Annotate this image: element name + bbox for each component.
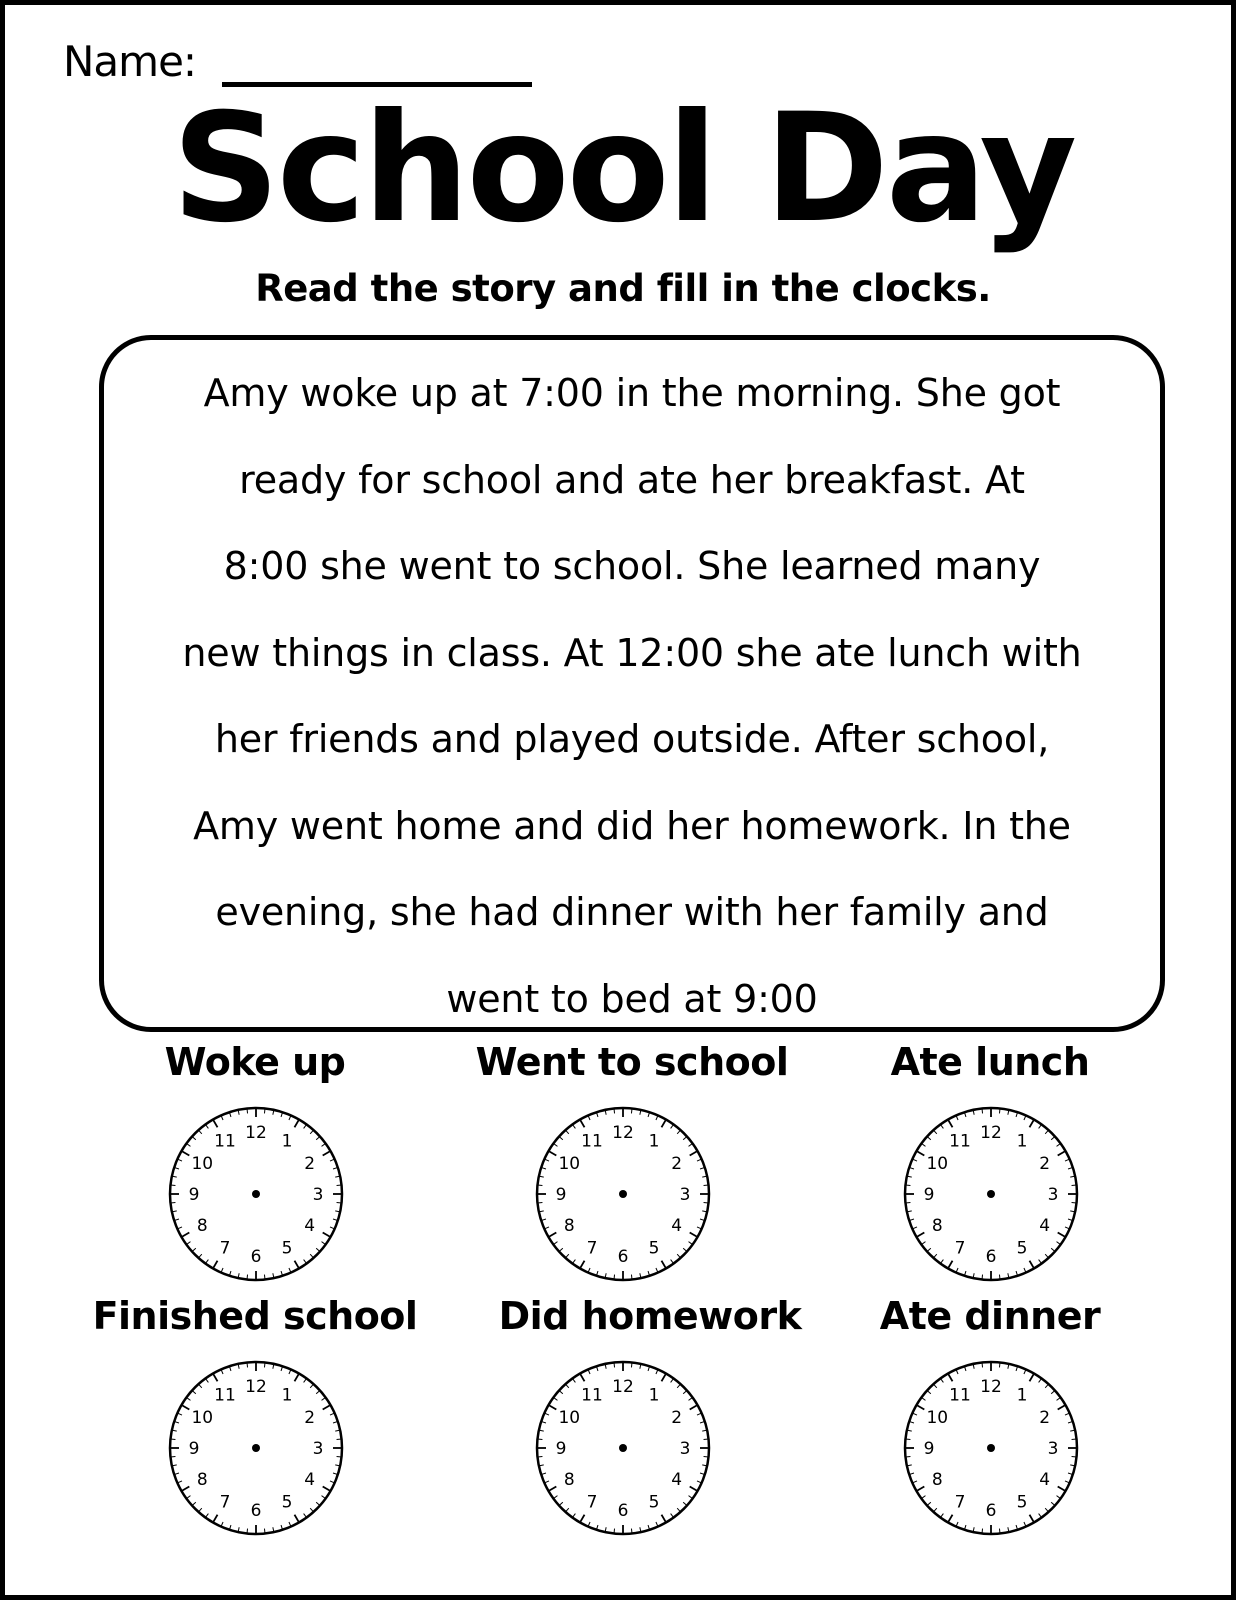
clock-number: 6: [617, 1501, 629, 1521]
clock-face-svg: [900, 1357, 1082, 1539]
clock-number: 4: [671, 1216, 683, 1236]
clock-number: 7: [954, 1492, 966, 1513]
clock-number: 5: [1016, 1238, 1028, 1259]
clock-number: 10: [558, 1408, 581, 1428]
clock-number: 10: [191, 1408, 214, 1428]
clock-label-woke-up: Woke up: [164, 1040, 346, 1084]
clock-woke-up[interactable]: [165, 1103, 347, 1285]
name-label: Name:: [63, 37, 197, 86]
clock-minute-tick: [1072, 1456, 1077, 1457]
story-line: new things in class. At 12:00 she ate lunch with: [182, 630, 1082, 675]
clock-went-to-school[interactable]: [532, 1103, 714, 1285]
clock-minute-tick: [999, 1275, 1000, 1280]
clock-minute-tick: [170, 1456, 175, 1457]
clock-number: 6: [985, 1501, 997, 1521]
clock-number: 5: [648, 1492, 660, 1513]
clock-minute-tick: [982, 1362, 983, 1367]
clock-center-dot: [987, 1444, 995, 1452]
clock-minute-tick: [170, 1185, 175, 1186]
clock-minute-tick: [631, 1275, 632, 1280]
clock-minute-tick: [999, 1362, 1000, 1367]
clock-number: 11: [581, 1385, 603, 1406]
clock-minute-tick: [982, 1529, 983, 1534]
clock-number: 9: [188, 1185, 200, 1205]
clock-number: 11: [214, 1131, 236, 1152]
clock-ate-lunch[interactable]: [900, 1103, 1082, 1285]
clock-label-did-homework: Did homework: [498, 1294, 802, 1338]
story-line: her friends and played outside. After school,: [214, 717, 1050, 761]
clock-minute-tick: [1072, 1439, 1077, 1440]
clock-minute-tick: [247, 1362, 248, 1367]
clock-number: 10: [558, 1154, 581, 1174]
clock-number: 4: [304, 1216, 316, 1236]
clock-minute-tick: [247, 1108, 248, 1113]
clock-label-ate-dinner: Ate dinner: [879, 1294, 1101, 1338]
clock-number: 1: [648, 1131, 660, 1152]
clock-number: 6: [985, 1247, 997, 1267]
clock-center-dot: [619, 1190, 627, 1198]
clock-number: 4: [671, 1470, 683, 1490]
clock-minute-tick: [264, 1362, 265, 1367]
clock-minute-tick: [905, 1185, 910, 1186]
clock-number: 6: [617, 1247, 629, 1267]
clock-minute-tick: [264, 1108, 265, 1113]
clock-number: 7: [586, 1492, 598, 1513]
clock-did-homework[interactable]: [532, 1357, 714, 1539]
clock-number: 1: [648, 1385, 660, 1406]
clock-number: 10: [191, 1154, 214, 1174]
clock-number: 11: [949, 1385, 971, 1406]
clock-minute-tick: [704, 1185, 709, 1186]
clock-number: 1: [1016, 1131, 1028, 1152]
clock-minute-tick: [631, 1362, 632, 1367]
clock-face-svg: [165, 1103, 347, 1285]
clock-number: 9: [923, 1439, 935, 1459]
clock-minute-tick: [631, 1108, 632, 1113]
clock-face-svg: [165, 1357, 347, 1539]
clock-number: 12: [612, 1123, 634, 1143]
story-box: [99, 335, 1165, 1032]
clock-number: 2: [304, 1154, 316, 1174]
clock-number: 3: [679, 1185, 691, 1205]
story-line: evening, she had dinner with her family and: [215, 890, 1049, 934]
story-line: Amy went home and did her homework. In the: [193, 803, 1071, 848]
clock-number: 5: [281, 1492, 293, 1513]
clock-minute-tick: [1072, 1185, 1077, 1186]
clock-ate-dinner[interactable]: [900, 1357, 1082, 1539]
clock-number: 8: [931, 1216, 943, 1236]
clock-label-ate-lunch: Ate lunch: [890, 1040, 1090, 1084]
clock-number: 8: [563, 1470, 575, 1490]
clock-number: 4: [1039, 1470, 1051, 1490]
clock-minute-tick: [631, 1529, 632, 1534]
instruction-text: Read the story and fill in the clocks.: [255, 267, 991, 310]
clock-number: 1: [281, 1385, 293, 1406]
name-row: [63, 37, 532, 86]
clock-number: 11: [581, 1131, 603, 1152]
clock-number: 5: [281, 1238, 293, 1259]
clock-minute-tick: [337, 1202, 342, 1203]
clock-number: 11: [949, 1131, 971, 1152]
clock-number: 3: [312, 1439, 324, 1459]
clock-number: 8: [931, 1470, 943, 1490]
clock-number: 7: [954, 1238, 966, 1259]
clock-number: 5: [1016, 1492, 1028, 1513]
clock-number: 3: [1047, 1439, 1059, 1459]
clock-center-dot: [252, 1444, 260, 1452]
clock-minute-tick: [537, 1439, 542, 1440]
clock-center-dot: [987, 1190, 995, 1198]
clock-number: 12: [980, 1123, 1002, 1143]
clock-minute-tick: [537, 1456, 542, 1457]
clock-minute-tick: [537, 1202, 542, 1203]
clock-number: 4: [304, 1470, 316, 1490]
clock-minute-tick: [704, 1439, 709, 1440]
clock-minute-tick: [614, 1529, 615, 1534]
clock-number: 9: [555, 1185, 567, 1205]
clock-minute-tick: [337, 1439, 342, 1440]
clock-number: 9: [555, 1439, 567, 1459]
clock-minute-tick: [247, 1275, 248, 1280]
clock-number: 6: [250, 1247, 262, 1267]
clock-number: 12: [245, 1123, 267, 1143]
clock-center-dot: [252, 1190, 260, 1198]
story-line: 8:00 she went to school. She learned many: [223, 544, 1041, 588]
page-title: School Day: [171, 82, 1075, 256]
clock-minute-tick: [982, 1275, 983, 1280]
clock-minute-tick: [614, 1275, 615, 1280]
story-line: went to bed at 9:00: [446, 976, 818, 1021]
clock-number: 12: [980, 1377, 1002, 1397]
clock-face-svg: [532, 1357, 714, 1539]
clock-number: 7: [219, 1492, 231, 1513]
clock-number: 12: [612, 1377, 634, 1397]
clock-number: 7: [219, 1238, 231, 1259]
clock-minute-tick: [905, 1456, 910, 1457]
clock-minute-tick: [337, 1456, 342, 1457]
clock-center-dot: [619, 1444, 627, 1452]
clock-finished-school[interactable]: [165, 1357, 347, 1539]
clock-number: 3: [1047, 1185, 1059, 1205]
clock-minute-tick: [614, 1108, 615, 1113]
clock-minute-tick: [982, 1108, 983, 1113]
clock-number: 3: [312, 1185, 324, 1205]
clock-number: 2: [1039, 1154, 1051, 1174]
clock-minute-tick: [614, 1362, 615, 1367]
clock-minute-tick: [264, 1275, 265, 1280]
story-line: Amy woke up at 7:00 in the morning. She got: [203, 371, 1061, 415]
clock-minute-tick: [537, 1185, 542, 1186]
clock-number: 6: [250, 1501, 262, 1521]
clock-number: 7: [586, 1238, 598, 1259]
clock-number: 4: [1039, 1216, 1051, 1236]
clock-number: 12: [245, 1377, 267, 1397]
clock-number: 1: [281, 1131, 293, 1152]
clock-number: 10: [926, 1408, 949, 1428]
clock-face-svg: [900, 1103, 1082, 1285]
clock-number: 8: [563, 1216, 575, 1236]
clock-minute-tick: [999, 1529, 1000, 1534]
clock-number: 9: [923, 1185, 935, 1205]
clock-number: 2: [671, 1154, 683, 1174]
clock-number: 8: [196, 1216, 208, 1236]
clock-minute-tick: [170, 1202, 175, 1203]
clock-minute-tick: [704, 1202, 709, 1203]
clock-number: 5: [648, 1238, 660, 1259]
clock-number: 3: [679, 1439, 691, 1459]
clock-minute-tick: [170, 1439, 175, 1440]
clock-label-finished-school: Finished school: [92, 1294, 418, 1338]
clock-minute-tick: [247, 1529, 248, 1534]
clock-label-went-to-school: Went to school: [475, 1040, 789, 1084]
clock-number: 8: [196, 1470, 208, 1490]
story-text: [104, 350, 1160, 1042]
clock-minute-tick: [704, 1456, 709, 1457]
clock-number: 10: [926, 1154, 949, 1174]
clock-face-svg: [532, 1103, 714, 1285]
clock-minute-tick: [999, 1108, 1000, 1113]
clock-minute-tick: [905, 1439, 910, 1440]
clock-minute-tick: [905, 1202, 910, 1203]
clock-number: 2: [671, 1408, 683, 1428]
clock-number: 2: [304, 1408, 316, 1428]
clock-minute-tick: [1072, 1202, 1077, 1203]
clock-number: 11: [214, 1385, 236, 1406]
clock-number: 1: [1016, 1385, 1028, 1406]
story-line: ready for school and ate her breakfast. At: [239, 457, 1025, 502]
clock-minute-tick: [337, 1185, 342, 1186]
clock-minute-tick: [264, 1529, 265, 1534]
clock-number: 9: [188, 1439, 200, 1459]
clock-number: 2: [1039, 1408, 1051, 1428]
